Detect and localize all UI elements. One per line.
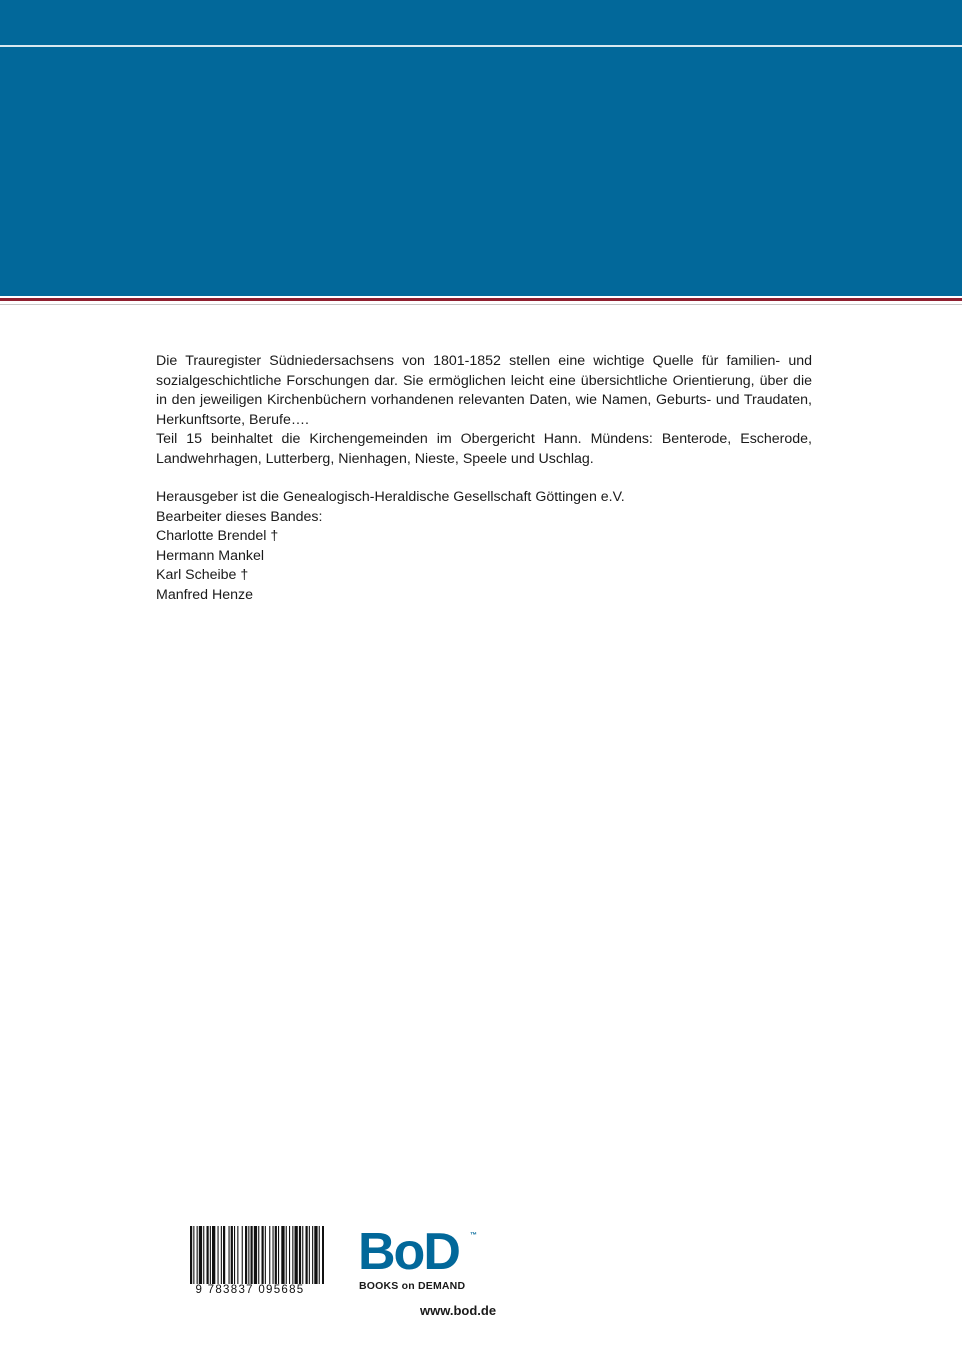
- thin-rule: [0, 304, 962, 305]
- isbn-barcode: [176, 1226, 324, 1300]
- bod-logo: [358, 1223, 482, 1294]
- cover-band: [0, 0, 962, 296]
- barcode-bars: [176, 1226, 324, 1288]
- bod-url: www.bod.de: [420, 1303, 497, 1318]
- editors-label: Bearbeiter dieses Bandes:: [156, 508, 323, 525]
- back-cover-text: [156, 352, 812, 605]
- editor-name: Hermann Mankel: [156, 547, 265, 564]
- publisher-line: Herausgeber ist die Genealogisch-Heraldische Gesellschaft Göttingen e.V.: [156, 489, 625, 505]
- editor-name: Charlotte Brendel †: [156, 528, 279, 544]
- editor-name: Karl Scheibe †: [156, 567, 249, 583]
- editor-name: Manfred Henze: [156, 586, 253, 603]
- trademark-symbol: ™: [470, 1232, 477, 1239]
- band-divider: [0, 45, 962, 47]
- bod-wordmark: BoD: [358, 1223, 459, 1281]
- description-paragraph-1: Die Trauregister Südniedersachsens von 1801-1852 stellen eine wichtige Quelle für familien- und sozialgeschichtliche Forschungen dar. Sie ermöglichen leicht eine übersichtliche Orientierung, über die in den jeweiligen Kirchenbüchern vorhandenen relevanten Daten, wie Namen, Geburts- und Traudaten, Herkunftsorte, Berufe….: [156, 353, 812, 428]
- description-paragraph-2: Teil 15 beinhaltet die Kirchengemeinden im Obergericht Hann. Mündens: Benterode, Escherode, Landwehrhagen, Lutterberg, Nienhagen, Nieste, Speele und Uschlag.: [156, 431, 812, 467]
- barcode-number: 9 783837 095685: [176, 1284, 324, 1296]
- bod-tagline: BOOKS on DEMAND: [359, 1280, 466, 1292]
- accent-rule: [0, 298, 962, 301]
